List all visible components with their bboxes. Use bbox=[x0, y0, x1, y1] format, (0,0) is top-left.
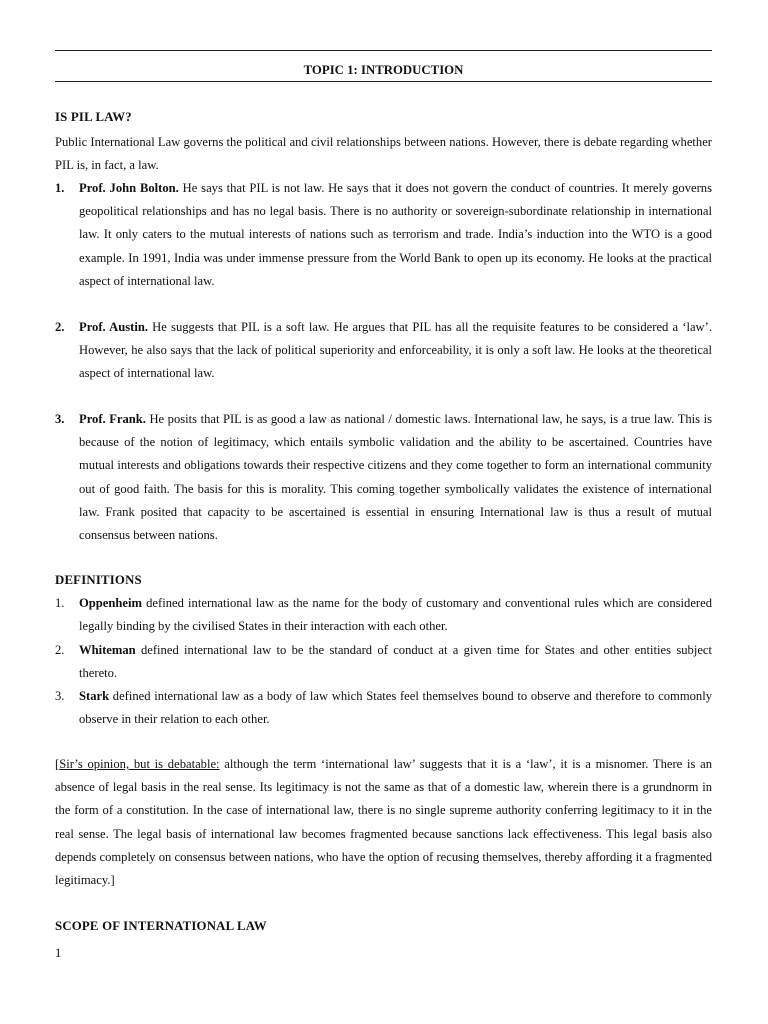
author-name: Prof. Austin. bbox=[79, 320, 149, 334]
section-heading-is-pil-law: IS PIL LAW? bbox=[55, 110, 132, 124]
section-heading-definitions: DEFINITIONS bbox=[55, 573, 142, 587]
opinion-label: Sir’s opinion, but is debatable: bbox=[59, 757, 220, 771]
item-body: defined international law to be the standard of conduct at a given time for States and other entities subject thereto. bbox=[79, 643, 712, 681]
page-title: TOPIC 1: INTRODUCTION bbox=[303, 63, 464, 77]
item-body: defined international law as a body of law which States feel themselves bound to observe and therefore to commonly observe in their relation to each other. bbox=[79, 689, 712, 727]
author-name: Stark bbox=[79, 689, 110, 703]
item-body: defined international law as the name for the body of customary and conventional rules which are considered legally binding by the civilised States in their interaction with each other. bbox=[79, 596, 712, 634]
opinion-paragraph bbox=[55, 753, 712, 892]
list-number: 1. bbox=[55, 181, 65, 195]
list-number: 3. bbox=[55, 412, 65, 426]
author-name: Whiteman bbox=[79, 643, 136, 657]
list-item-text bbox=[79, 316, 712, 386]
section-heading-scope: SCOPE OF INTERNATIONAL LAW bbox=[55, 919, 267, 933]
list-item-text bbox=[79, 408, 712, 547]
item-body: He posits that PIL is as good a law as national / domestic laws. International law, he says, is a true law. This is because of the notion of legitimacy, which entails symbolic validation and the ability to be ascertained. Countries have mutual interests and obligations towards their respective citizens and they come together to form an international community out of good faith. The basis for this is morality. This coming together symbolically validates the existence of international law. Frank posited that capacity to be ascertained is essential in ensuring International law is thus a result of mutual consensus between nations. bbox=[79, 412, 712, 543]
definition-whiteman bbox=[55, 639, 712, 685]
list-item-bolton bbox=[55, 177, 712, 293]
list-item-austin bbox=[55, 316, 712, 386]
list-item-text bbox=[79, 639, 712, 685]
list-number: 2. bbox=[55, 320, 65, 334]
list-number: 2. bbox=[55, 643, 65, 657]
definition-stark bbox=[55, 685, 712, 731]
author-name: Prof. John Bolton. bbox=[79, 181, 179, 195]
list-item-text bbox=[79, 685, 712, 731]
author-name: Oppenheim bbox=[79, 596, 142, 610]
list-number: 3. bbox=[55, 689, 65, 703]
title-rule bbox=[55, 81, 712, 82]
item-body: He suggests that PIL is a soft law. He argues that PIL has all the requisite features to be considered a ‘law’. However, he also says that the lack of political superiority and enforceability, it is only a soft law. He looks at the theoretical aspect of international law. bbox=[79, 320, 712, 381]
definition-oppenheim bbox=[55, 592, 712, 638]
list-number: 1. bbox=[55, 596, 65, 610]
list-item-frank bbox=[55, 408, 712, 547]
opinion-body: although the term ‘international law’ suggests that it is a ‘law’, it is a misnomer. There is an absence of legal basis in the real sense. Its legitimacy is not the same as that of a domestic law, wherein there is a grundnorm in the form of a constitution. In the case of international law, there is no single supreme authority conferring legitimacy to it in the real sense. The legal basis of international law becomes fragmented because sanctions lack effectiveness. This legal basis also depends completely on consensus between nations, who have the option of recusing themselves, thereby affording it a fragmented legitimacy.] bbox=[55, 757, 713, 888]
list-item-text bbox=[79, 592, 712, 638]
item-body: He says that PIL is not law. He says that it does not govern the conduct of countries. It merely governs geopolitical relationships and has no legal basis. There is no authority or sovereign-subordinate relationship in international law. It only caters to the mutual interests of nations such as terrorism and trade. India’s induction into the WTO is a good example. In 1991, India was under immense pressure from the World Bank to open up its economy. He looks at the practical aspect of international law. bbox=[79, 181, 712, 288]
opening-bracket: [ bbox=[55, 757, 60, 771]
top-rule bbox=[55, 50, 712, 51]
intro-paragraph: Public International Law governs the political and civil relationships between nations. However, there is debate regarding whether PIL is, in fact, a law. bbox=[55, 135, 712, 173]
list-item-text bbox=[79, 177, 712, 293]
page-number: 1 bbox=[55, 946, 62, 960]
author-name: Prof. Frank. bbox=[79, 412, 146, 426]
